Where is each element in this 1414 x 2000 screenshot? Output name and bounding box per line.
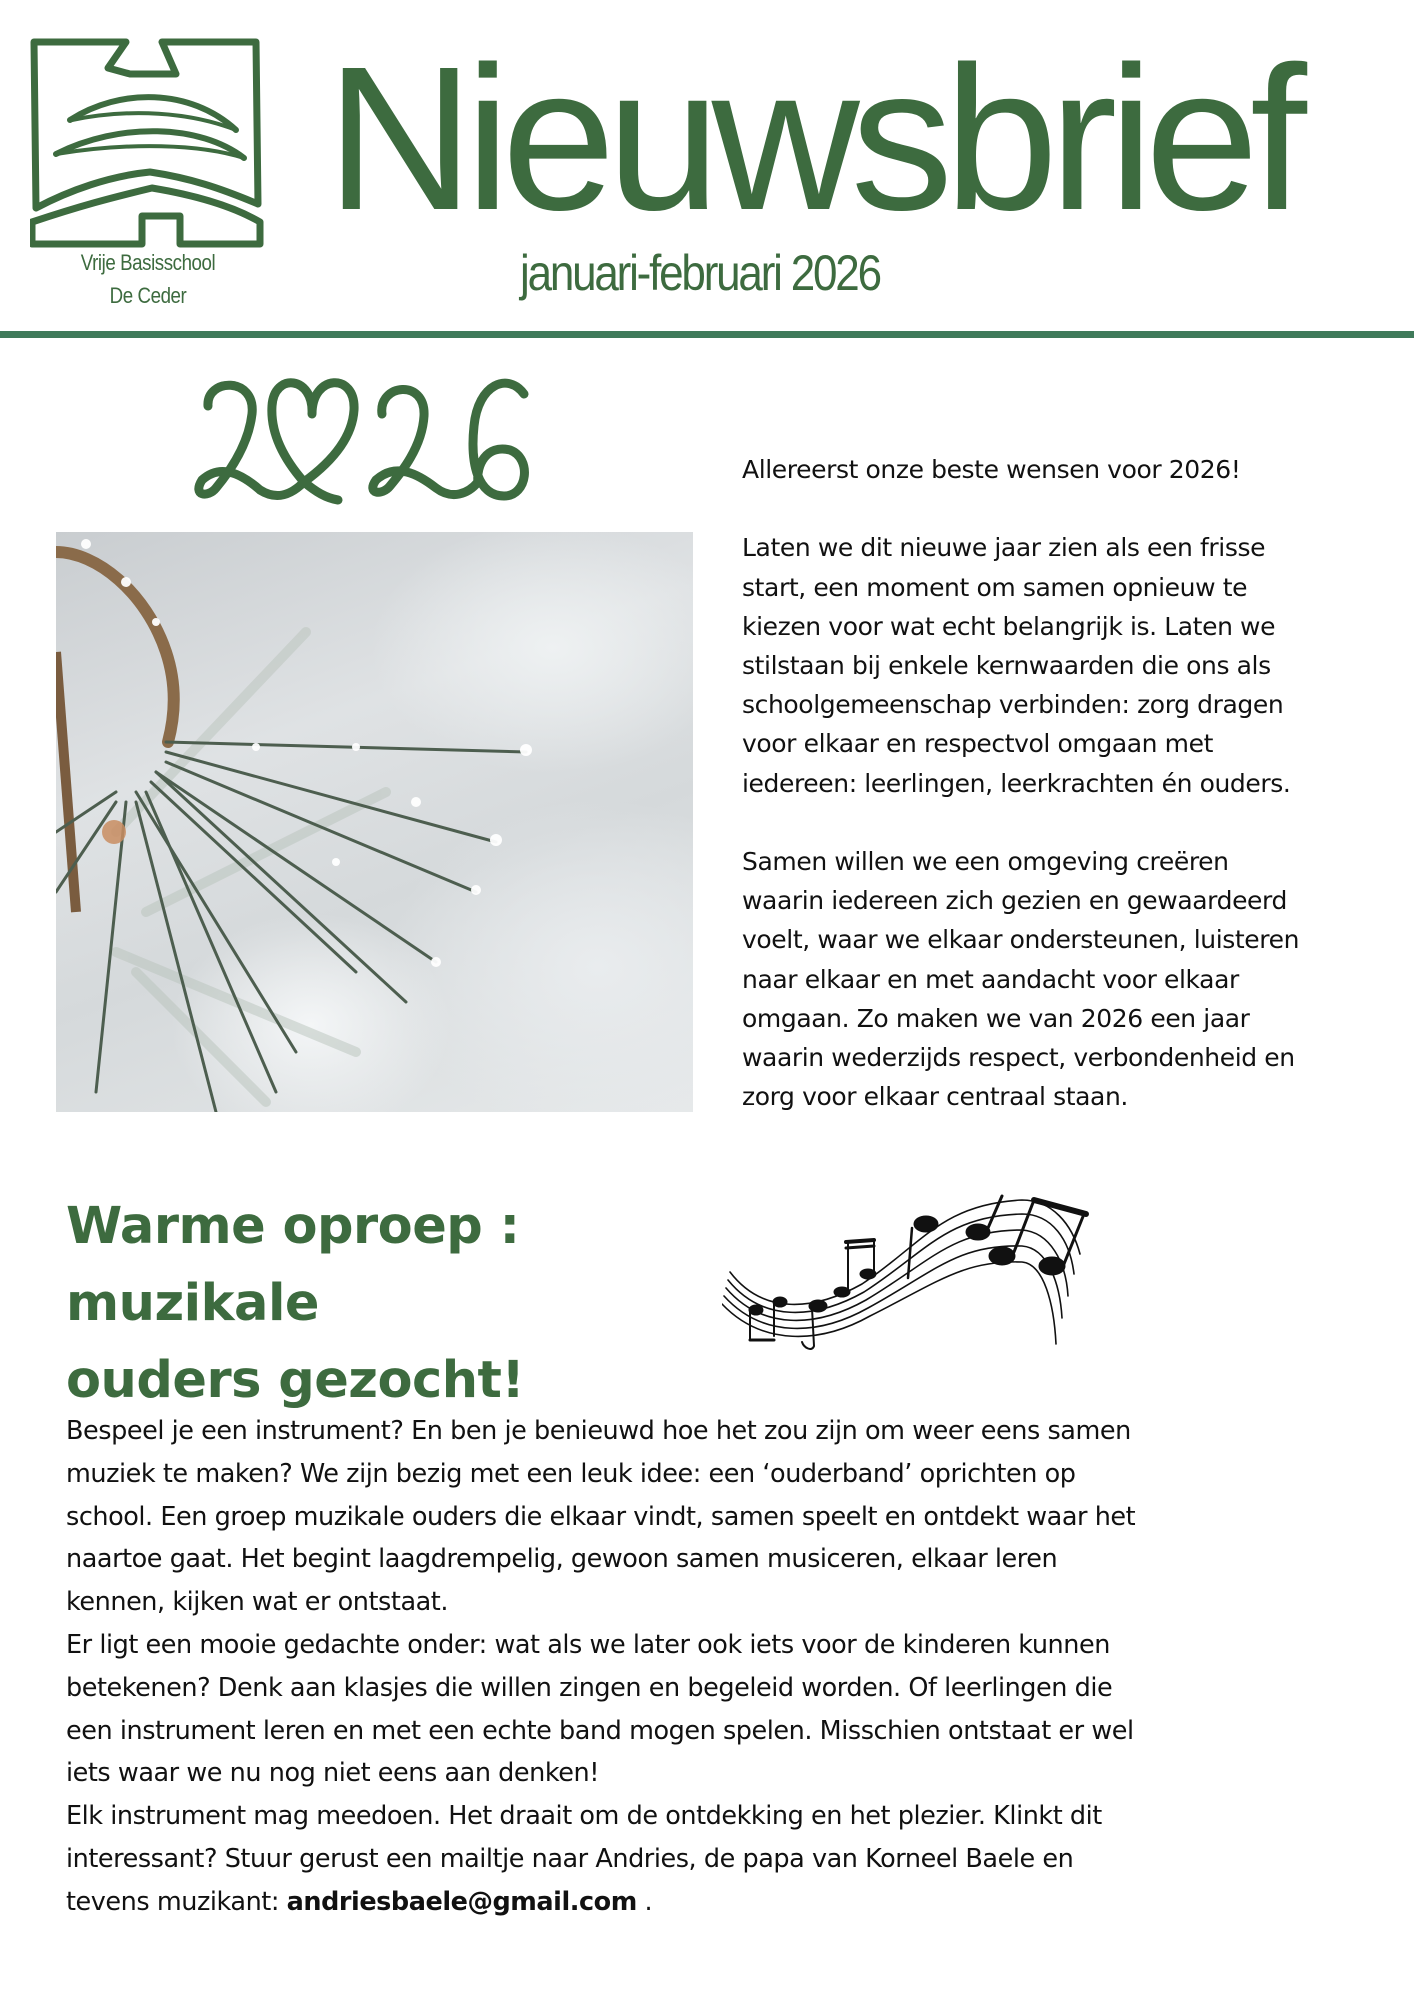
intro-line: Laten we dit nieuwe jaar zien als een frisse bbox=[742, 533, 1266, 563]
school-name bbox=[48, 246, 249, 312]
pine-branch-photo bbox=[56, 532, 693, 1112]
contact-suffix: . bbox=[636, 1886, 653, 1917]
intro-line: kiezen voor wat echt belangrijk is. Laten we bbox=[742, 611, 1276, 641]
paragraph-gap bbox=[742, 489, 1352, 528]
intro-line: voelt, waar we elkaar ondersteunen, luisteren bbox=[742, 925, 1300, 955]
intro-line: zorg voor elkaar centraal staan. bbox=[742, 1082, 1128, 1112]
body-line: betekenen? Denk aan klasjes die willen zingen en begeleid worden. Of leerlingen die bbox=[66, 1672, 1113, 1703]
body-line: een instrument leren en met een echte band mogen spelen. Misschien ontstaat er wel bbox=[66, 1715, 1134, 1746]
newsletter-title: Nieuwsbrief bbox=[326, 24, 1298, 253]
school-logo-icon bbox=[30, 38, 266, 248]
intro-line: start, een moment om samen opnieuw te bbox=[742, 572, 1248, 602]
body-line: kennen, kijken wat er ontstaat. bbox=[66, 1587, 448, 1618]
intro-line: naar elkaar en met aandacht voor elkaar bbox=[742, 964, 1239, 994]
intro-line: waarin wederzijds respect, verbondenheid en bbox=[742, 1043, 1295, 1073]
intro-line: iedereen: leerlingen, leerkrachten én ouders. bbox=[742, 768, 1291, 798]
intro-line: waarin iedereen zich gezien en gewaardeerd bbox=[742, 886, 1287, 916]
body-line: naartoe gaat. Het begint laagdrempelig, gewoon samen musiceren, elkaar leren bbox=[66, 1544, 1058, 1575]
school-name-line2: De Ceder bbox=[109, 283, 187, 308]
intro-line: voor elkaar en respectvol omgaan met bbox=[742, 729, 1214, 759]
body-line: school. Een groep muzikale ouders die elkaar vindt, samen speelt en ontdekt waar het bbox=[66, 1501, 1136, 1532]
frosted-pine-illustration bbox=[56, 532, 693, 1112]
header-divider bbox=[0, 331, 1414, 338]
body-line: Bespeel je een instrument? En ben je benieuwd hoe het zou zijn om weer eens samen bbox=[66, 1416, 1131, 1446]
section-heading-line1: Warme oproep : muzikale bbox=[66, 1197, 520, 1333]
intro-line: Allereerst onze beste wensen voor 2026! bbox=[742, 455, 1241, 484]
body-line: muziek te maken? We zijn bezig met een leuk idee: een ‘ouderband’ oprichten op bbox=[66, 1458, 1076, 1489]
paragraph-gap bbox=[742, 803, 1352, 842]
year-2026-heart-icon bbox=[186, 366, 546, 506]
body-line: Er ligt een mooie gedachte onder: wat als we later ook iets voor de kinderen kunnen bbox=[66, 1629, 1110, 1660]
body-line: iets waar we nu nog niet eens aan denken! bbox=[66, 1758, 600, 1789]
music-notes-icon bbox=[722, 1184, 1092, 1352]
email-link[interactable]: andriesbaele@gmail.com bbox=[286, 1886, 637, 1917]
intro-line: omgaan. Zo maken we van 2026 een jaar bbox=[742, 1003, 1250, 1033]
intro-line: schoolgemeenschap verbinden: zorg dragen bbox=[742, 690, 1284, 720]
intro-line: Samen willen we een omgeving creëren bbox=[742, 847, 1229, 876]
body-line: interessant? Stuur gerust een mailtje naar Andries, de papa van Korneel Baele en bbox=[66, 1843, 1074, 1874]
section-body bbox=[66, 1410, 1266, 1924]
section-heading-line2: ouders gezocht! bbox=[66, 1351, 525, 1410]
body-line: Elk instrument mag meedoen. Het draait om de ontdekking en het plezier. Klinkt dit bbox=[66, 1801, 1102, 1832]
intro-line: stilstaan bij enkele kernwaarden die ons als bbox=[742, 651, 1271, 680]
school-name-line1: Vrije Basisschool bbox=[80, 250, 216, 275]
contact-prefix: tevens muzikant: bbox=[66, 1886, 287, 1917]
newsletter-date: januari-februari 2026 bbox=[520, 245, 880, 301]
intro-text bbox=[742, 450, 1352, 1116]
body-line-contact bbox=[66, 1881, 1266, 1924]
section-heading bbox=[66, 1188, 786, 1419]
